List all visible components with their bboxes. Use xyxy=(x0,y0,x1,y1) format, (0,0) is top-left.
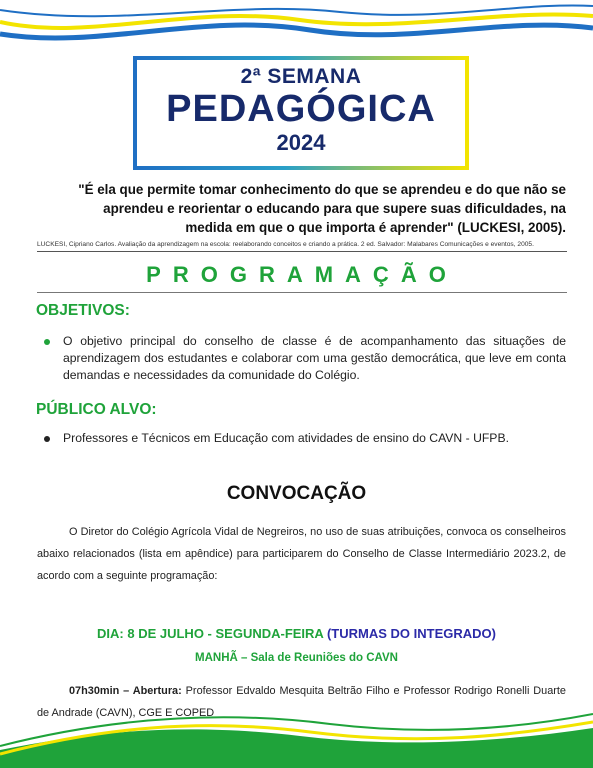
bullet-icon xyxy=(44,436,50,442)
convocacao-body: O Diretor do Colégio Agrícola Vidal de Negreiros, no uso de suas atribuições, convoca os conselheiros abaixo relacionados (lista em apêndice) para participarem do Conselho de Classe Intermediário 2023.2, de acordo com a seguinte programação: xyxy=(37,526,566,582)
event-title-box xyxy=(133,56,469,170)
objetivos-title: OBJETIVOS: xyxy=(36,302,130,319)
publico-alvo-item-text: Professores e Técnicos em Educação com atividades de ensino do CAVN - UFPB. xyxy=(63,431,509,445)
publico-alvo-item xyxy=(44,430,566,447)
objetivos-item-text: O objetivo principal do conselho de classe é de acompanhamento das situações de aprendizagem dos estudantes e colaborar com uma gestão democrática, que leve em conta demandas e necessidades da comunidade do Colégio. xyxy=(63,334,566,382)
schedule-item-description: Professor Edvaldo Mesquita Beltrão Filho e Professor Rodrigo Ronelli Duarte de Andrade (CAVN), CGE E COPED xyxy=(37,685,566,719)
event-year: 2024 xyxy=(276,130,326,155)
objetivos-item xyxy=(44,333,566,384)
schedule-period: MANHÃ – Sala de Reuniões do CAVN xyxy=(195,652,398,664)
bullet-icon xyxy=(44,339,50,345)
event-name: PEDAGÓGICA xyxy=(166,88,436,130)
programacao-heading: PROGRAMAÇÃO xyxy=(37,262,567,293)
publico-alvo-title: PÚBLICO ALVO: xyxy=(36,401,157,418)
bottom-wave-decoration xyxy=(0,688,593,768)
top-wave-decoration xyxy=(0,0,593,60)
schedule-item-time: 07h30min – Abertura: xyxy=(69,685,182,697)
epigraph-quote: "É ela que permite tomar conhecimento do que se aprendeu e do que não se aprendeu e reorientar o educando para que supere suas dificuldades, na medida em que o que importa é aprender" (LUCKESI, 2005). xyxy=(78,182,566,235)
schedule-day-label: DIA: 8 DE JULHO - SEGUNDA-FEIRA xyxy=(97,626,324,641)
convocacao-title: CONVOCAÇÃO xyxy=(226,483,367,504)
schedule-day xyxy=(0,626,593,641)
event-edition: 2ª SEMANA xyxy=(240,65,362,88)
epigraph-reference: LUCKESI, Cipriano Carlos. Avaliação da aprendizagem na escola: reelaborando conceitos e criando a prática. 2 ed. Salvador: Malabares Comunicações e eventos, 2005. xyxy=(37,241,567,252)
schedule-day-group: (TURMAS DO INTEGRADO) xyxy=(326,626,496,641)
